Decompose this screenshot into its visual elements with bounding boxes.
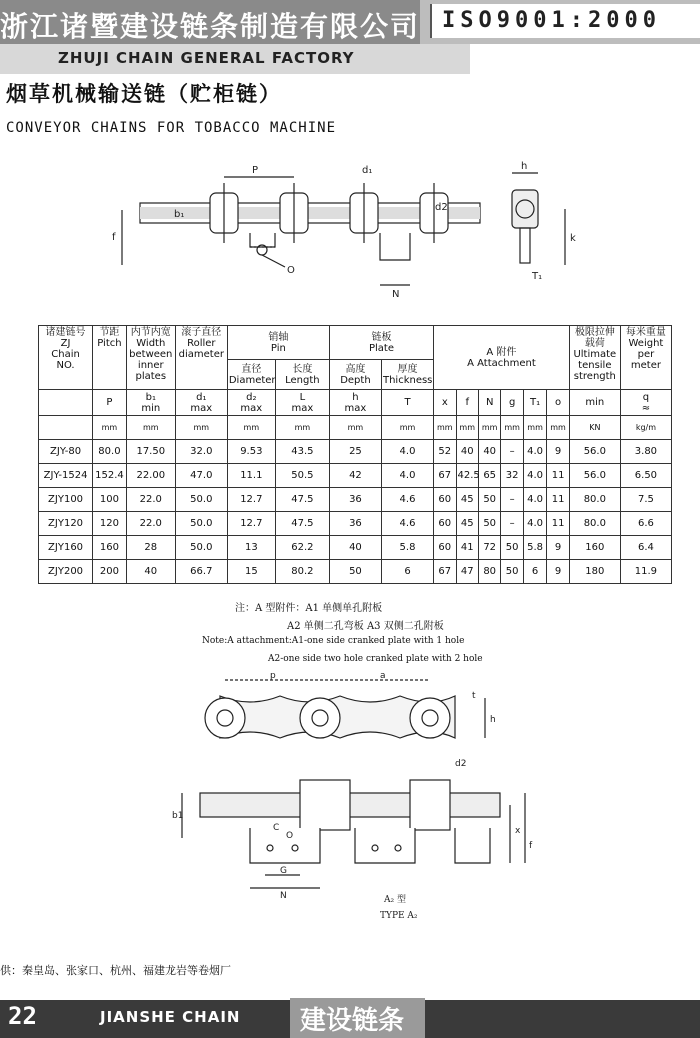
table-cell: 41 — [456, 536, 478, 560]
table-cell: 6.6 — [620, 512, 671, 536]
label-c: C — [273, 823, 280, 833]
unit-row — [39, 416, 672, 440]
table-cell: 11 — [547, 488, 569, 512]
table-cell: 32.0 — [175, 440, 227, 464]
table-cell: 67 — [434, 464, 456, 488]
a2-cranked-plate — [250, 828, 320, 863]
table-cell: 45 — [456, 488, 478, 512]
table-cell: 80 — [478, 560, 500, 584]
table-cell: 22.00 — [126, 464, 175, 488]
table-cell: – — [501, 440, 523, 464]
table-cell: 40 — [329, 536, 381, 560]
table-cell: 22.0 — [126, 512, 175, 536]
table-cell: 50 — [501, 536, 523, 560]
label-d2: d2 — [435, 202, 448, 213]
table-cell: 6.4 — [620, 536, 671, 560]
table-cell: 152.4 — [93, 464, 127, 488]
table-cell: 50.0 — [175, 512, 227, 536]
iso-certification: ISO9001:2000 — [442, 8, 661, 33]
page-number: 22 — [8, 1002, 37, 1030]
table-cell: 4.0 — [523, 512, 546, 536]
col-pin-diameter: 直径 Diameter — [227, 360, 275, 390]
table-cell: 6 — [523, 560, 546, 584]
symbol-cell: N — [478, 390, 500, 416]
col-plate: 链板 Plate — [329, 326, 433, 360]
label-b1: b1 — [172, 811, 184, 821]
table-cell: 50 — [478, 488, 500, 512]
note-en-1: Note:A attachment:A1-one side cranked plate with 1 hole — [202, 636, 465, 646]
table-cell: 40 — [456, 440, 478, 464]
table-cell: 42.5 — [456, 464, 478, 488]
table-cell: 12.7 — [227, 488, 275, 512]
table-cell: 12.7 — [227, 512, 275, 536]
table-cell: 50 — [329, 560, 381, 584]
unit-cell: mm — [478, 416, 500, 440]
note-cn-2: A2 单侧二孔弯板 A3 双侧二孔附板 — [287, 621, 444, 632]
table-cell: 5.8 — [381, 536, 433, 560]
roller — [300, 698, 340, 738]
col-width: 内节内宽 Width between inner plates — [126, 326, 175, 390]
table-cell: 50.0 — [175, 536, 227, 560]
table-cell: 5.8 — [523, 536, 546, 560]
label-o: O — [286, 831, 294, 841]
unit-cell: mm — [175, 416, 227, 440]
note-en-2: A2-one side two hole cranked plate with 2 hole — [268, 654, 483, 664]
table-cell: 9.53 — [227, 440, 275, 464]
table-cell: 43.5 — [275, 440, 329, 464]
product-title-en: CONVEYOR CHAINS FOR TOBACCO MACHINE — [6, 120, 337, 136]
table-cell: 50 — [478, 512, 500, 536]
symbol-cell: L max — [275, 390, 329, 416]
table-cell: 9 — [547, 536, 569, 560]
table-cell: 60 — [434, 512, 456, 536]
table-cell: 28 — [126, 536, 175, 560]
type-label-cn: A₂ 型 — [384, 895, 406, 905]
symbol-cell: d₁ max — [175, 390, 227, 416]
label-h: h — [521, 161, 528, 172]
table-cell: – — [501, 512, 523, 536]
col-pin: 销轴 Pin — [227, 326, 329, 360]
symbol-cell: o — [547, 390, 569, 416]
unit-cell: mm — [547, 416, 569, 440]
a2-cranked-plate — [355, 828, 415, 863]
table-row — [39, 464, 672, 488]
table-cell: 32 — [501, 464, 523, 488]
company-name-en: ZHUJI CHAIN GENERAL FACTORY — [58, 49, 355, 67]
table-cell: 67 — [434, 560, 456, 584]
table-cell: 9 — [547, 440, 569, 464]
chain-number-cell: ZJY-80 — [39, 440, 93, 464]
table-cell: 4.0 — [523, 440, 546, 464]
symbol-cell: T — [381, 390, 433, 416]
table-cell: 15 — [227, 560, 275, 584]
unit-cell: mm — [275, 416, 329, 440]
table-cell: 50 — [501, 560, 523, 584]
symbol-cell: b₁ min — [126, 390, 175, 416]
table-cell: 80.0 — [569, 512, 620, 536]
a2-cranked-plate — [455, 828, 490, 863]
footer-brand-en: JIANSHE CHAIN — [100, 1008, 241, 1026]
label-d1: d₁ — [362, 165, 373, 176]
table-cell: 50.0 — [175, 488, 227, 512]
table-cell: 6 — [381, 560, 433, 584]
label-k: k — [570, 233, 576, 244]
table-cell: 7.5 — [620, 488, 671, 512]
table-cell: 11.9 — [620, 560, 671, 584]
table-cell: 3.80 — [620, 440, 671, 464]
label-n: N — [392, 289, 400, 300]
unit-cell: mm — [501, 416, 523, 440]
table-cell: 47.5 — [275, 512, 329, 536]
unit-cell: mm — [93, 416, 127, 440]
roller — [410, 698, 450, 738]
side-view-attachment — [520, 228, 530, 263]
label-d2: d2 — [455, 759, 467, 769]
col-weight: 每米重量 Weight per meter — [620, 326, 671, 390]
symbol-cell: f — [456, 390, 478, 416]
table-cell: 6.50 — [620, 464, 671, 488]
symbol-cell: g — [501, 390, 523, 416]
col-attachment: A 附件 A Attachment — [434, 326, 570, 390]
table-cell: 17.50 — [126, 440, 175, 464]
label-t1: T₁ — [532, 271, 543, 282]
table-row — [39, 440, 672, 464]
table-cell: 180 — [569, 560, 620, 584]
table-cell: – — [501, 488, 523, 512]
unit-cell: mm — [126, 416, 175, 440]
table-cell: 80.2 — [275, 560, 329, 584]
table-cell: 45 — [456, 512, 478, 536]
top-view-link — [410, 780, 450, 830]
table-cell: 52 — [434, 440, 456, 464]
table-cell: 80.0 — [93, 440, 127, 464]
table-cell: 60 — [434, 536, 456, 560]
label-f: f — [529, 841, 533, 851]
table-cell: 120 — [93, 512, 127, 536]
symbol-cell-blank — [39, 390, 93, 416]
table-cell: 36 — [329, 488, 381, 512]
table-cell: 4.0 — [523, 488, 546, 512]
col-roller: 滚子直径 Roller diameter — [175, 326, 227, 390]
product-title-cn: 烟草机械输送链（贮柜链） — [6, 82, 282, 106]
col-chain-no: 诸建链号 ZJ Chain NO. — [39, 326, 93, 390]
symbol-row — [39, 390, 672, 416]
label-b1: b₁ — [174, 209, 185, 220]
company-name-cn-box — [0, 0, 420, 44]
unit-cell: mm — [381, 416, 433, 440]
table-header-row — [39, 326, 672, 360]
unit-cell: mm — [227, 416, 275, 440]
unit-cell: KN — [569, 416, 620, 440]
table-cell: 4.6 — [381, 512, 433, 536]
table-cell: 40 — [126, 560, 175, 584]
table-cell: 160 — [93, 536, 127, 560]
symbol-cell: q ≈ — [620, 390, 671, 416]
table-cell: 4.0 — [381, 464, 433, 488]
col-pin-length: 长度 Length — [275, 360, 329, 390]
table-cell: 11 — [547, 464, 569, 488]
table-cell: 42 — [329, 464, 381, 488]
unit-cell: mm — [523, 416, 546, 440]
table-cell: 56.0 — [569, 440, 620, 464]
table-row — [39, 488, 672, 512]
symbol-cell: T₁ — [523, 390, 546, 416]
unit-cell: mm — [329, 416, 381, 440]
table-row — [39, 560, 672, 584]
iso-box — [430, 4, 700, 38]
table-cell: 65 — [478, 464, 500, 488]
table-cell: 50.5 — [275, 464, 329, 488]
spec-table — [38, 325, 672, 584]
table-cell: 47 — [456, 560, 478, 584]
symbol-cell: min — [569, 390, 620, 416]
col-pitch: 节距 Pitch — [93, 326, 127, 390]
table-body — [39, 440, 672, 584]
attachment-bracket — [380, 233, 410, 260]
table-cell: 11 — [547, 512, 569, 536]
label-o: O — [287, 265, 295, 276]
table-cell: 66.7 — [175, 560, 227, 584]
table-cell: 11.1 — [227, 464, 275, 488]
label-p: P — [252, 165, 259, 176]
table-row — [39, 512, 672, 536]
label-p: p — [270, 671, 276, 681]
table-row — [39, 536, 672, 560]
chain-drawing-a2 — [170, 668, 540, 930]
chain-number-cell: ZJY-1524 — [39, 464, 93, 488]
leader — [262, 255, 285, 267]
table-cell: 4.0 — [381, 440, 433, 464]
col-tensile: 极限拉伸 载荷 Ultimate tensile strength — [569, 326, 620, 390]
table-cell: 56.0 — [569, 464, 620, 488]
label-f: f — [112, 232, 116, 243]
label-x: x — [515, 826, 521, 836]
table-cell: 4.0 — [523, 464, 546, 488]
symbol-cell: d₂ max — [227, 390, 275, 416]
label-a: a — [380, 671, 386, 681]
table-cell: 9 — [547, 560, 569, 584]
chain-number-cell: ZJY200 — [39, 560, 93, 584]
label-g: G — [280, 866, 287, 876]
label-h: h — [490, 715, 496, 725]
table-cell: 25 — [329, 440, 381, 464]
table-cell: 100 — [93, 488, 127, 512]
col-plate-thickness: 厚度 Thickness — [381, 360, 433, 390]
table-cell: 62.2 — [275, 536, 329, 560]
label-t: t — [472, 691, 476, 701]
chain-number-cell: ZJY100 — [39, 488, 93, 512]
symbol-cell: h max — [329, 390, 381, 416]
table-cell: 40 — [478, 440, 500, 464]
chain-number-cell: ZJY120 — [39, 512, 93, 536]
table-cell: 47.0 — [175, 464, 227, 488]
company-name-cn: 浙江诸暨建设链条制造有限公司 — [0, 10, 421, 43]
unit-cell: kg/m — [620, 416, 671, 440]
symbol-cell: x — [434, 390, 456, 416]
company-name-en-box — [0, 44, 470, 74]
label-n: N — [280, 891, 287, 901]
note-cn-1: 注：A 型附件：A1 单侧单孔附板 — [235, 603, 383, 614]
col-plate-depth: 高度 Depth — [329, 360, 381, 390]
table-cell: 47.5 — [275, 488, 329, 512]
supply-note: 供：秦皇岛、张家口、杭州、福建龙岩等卷烟厂 — [0, 964, 231, 977]
top-view-link — [300, 780, 350, 830]
chain-number-cell: ZJY160 — [39, 536, 93, 560]
table-cell: 36 — [329, 512, 381, 536]
unit-cell-blank — [39, 416, 93, 440]
table-cell: 200 — [93, 560, 127, 584]
table-cell: 60 — [434, 488, 456, 512]
unit-cell: mm — [434, 416, 456, 440]
chain-drawing-top — [100, 155, 600, 305]
table-cell: 22.0 — [126, 488, 175, 512]
table-cell: 4.6 — [381, 488, 433, 512]
type-label-en: TYPE A₂ — [380, 911, 418, 921]
table-cell: 72 — [478, 536, 500, 560]
table-cell: 13 — [227, 536, 275, 560]
table-cell: 80.0 — [569, 488, 620, 512]
footer-brand-cn: 建设链条 — [300, 1006, 405, 1036]
table-cell: 160 — [569, 536, 620, 560]
unit-cell: mm — [456, 416, 478, 440]
roller — [205, 698, 245, 738]
symbol-cell: P — [93, 390, 127, 416]
